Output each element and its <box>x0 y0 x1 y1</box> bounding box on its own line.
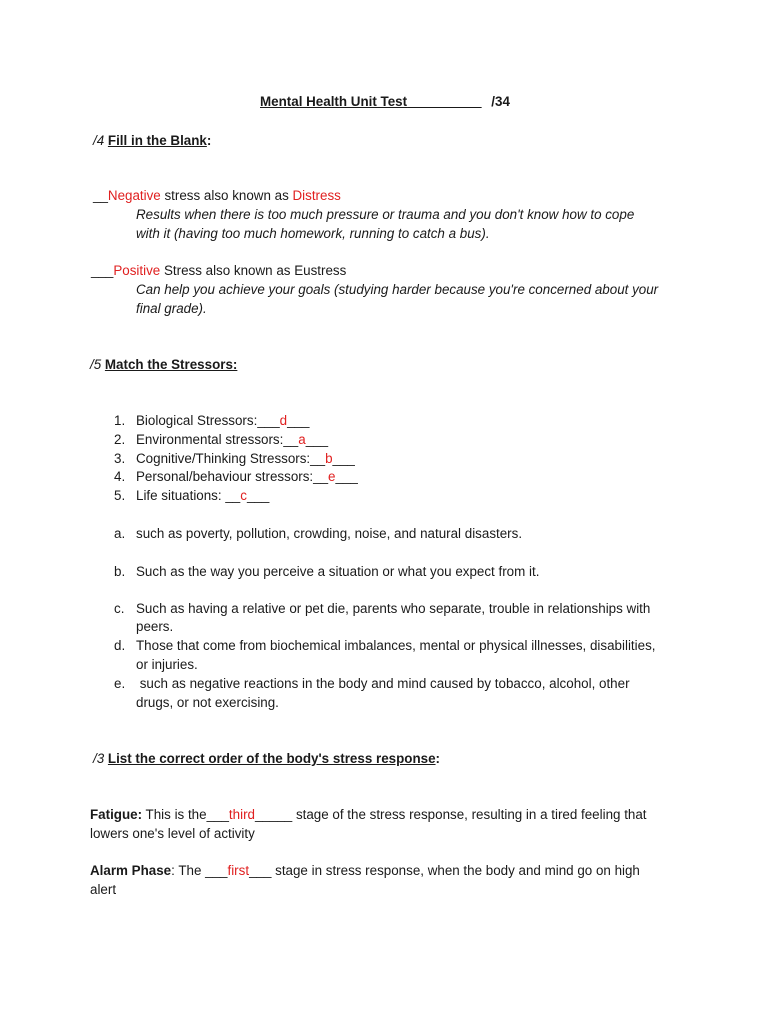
positive-desc-line2: final grade). <box>136 301 207 316</box>
numbered-item-2 <box>114 430 328 449</box>
item-blank: ___ <box>287 413 310 428</box>
blank-item-positive <box>91 261 346 280</box>
item-letter: a. <box>114 526 126 541</box>
positive-desc-line1: Can help you achieve your goals (studying harder because you're concerned about your <box>136 282 659 297</box>
numbered-item-5 <box>114 486 269 505</box>
section-title: Match the Stressors: <box>104 357 238 372</box>
blank-underscore: ___ <box>91 263 114 278</box>
item-letter: e. <box>114 676 126 691</box>
item-answer: c <box>240 488 247 503</box>
stage-item-fatigue-line2: lowers one's level of activity <box>90 826 255 841</box>
lettered-item-d <box>114 636 655 655</box>
item-blank: __ <box>313 469 329 484</box>
lettered-item-a <box>114 524 522 543</box>
item-text: Cognitive/Thinking Stressors: <box>136 451 311 466</box>
section-fill-blank-heading <box>93 131 211 150</box>
stage-item-alarm-line2: alert <box>90 882 117 897</box>
lettered-item-b <box>114 562 539 581</box>
item-text: Life situations: <box>136 488 226 503</box>
section-points: /5 <box>90 357 102 372</box>
numbered-item-1 <box>114 411 309 430</box>
item-text: Personal/behaviour stressors: <box>136 469 314 484</box>
stage-label: Fatigue: <box>90 807 143 822</box>
item-blank: ___ <box>246 488 270 503</box>
lettered-item-e-line2: drugs, or not exercising. <box>136 695 279 710</box>
item-blank: __ <box>310 451 326 466</box>
stage-text: _____ stage of the stress response, resulting in a tired feeling that <box>254 807 647 822</box>
page-title <box>260 92 510 111</box>
total-score: /34 <box>491 94 510 109</box>
blank-text: Stress also known as Eustress <box>160 263 347 278</box>
stage-label: Alarm Phase <box>90 863 172 878</box>
blank-item-negative <box>93 186 341 205</box>
section-points: /4 <box>93 133 105 148</box>
lettered-item-e <box>114 674 630 693</box>
stage-item-alarm <box>90 861 640 880</box>
answer-negative: Negative <box>107 188 161 203</box>
item-blank: ___ <box>305 432 329 447</box>
heading-colon: : <box>206 133 212 148</box>
stage-text: This is the___ <box>142 807 229 822</box>
stage-answer: third <box>228 807 255 822</box>
item-text: Those that come from biochemical imbalances, mental or physical illnesses, disabilities, <box>136 638 656 653</box>
lettered-item-c-line2: peers. <box>136 619 174 634</box>
item-number: 5. <box>114 488 126 503</box>
item-answer: e <box>328 469 336 484</box>
stage-text: : The ___ <box>171 863 228 878</box>
item-number: 4. <box>114 469 126 484</box>
name-blank: __________ <box>407 94 482 109</box>
section-match-heading <box>90 355 237 374</box>
item-text: Such as having a relative or pet die, parents who separate, trouble in relationships with <box>136 601 651 616</box>
numbered-item-3 <box>114 449 355 468</box>
blank-text: stress also known as <box>160 188 293 203</box>
item-text: Environmental stressors: <box>136 432 284 447</box>
section-points: /3 <box>93 751 105 766</box>
answer-distress: Distress <box>292 188 341 203</box>
blank-underscore: __ <box>93 188 108 203</box>
section-title: List the correct order of the body's stress response <box>107 751 436 766</box>
item-answer: d <box>279 413 288 428</box>
item-blank: ___ <box>335 469 358 484</box>
section-title: Fill in the Blank <box>107 133 207 148</box>
item-number: 3. <box>114 451 126 466</box>
item-number: 1. <box>114 413 126 428</box>
lettered-item-d-line2: or injuries. <box>136 657 198 672</box>
stage-text: ___ stage in stress response, when the body and mind go on high <box>249 863 640 878</box>
item-letter: c. <box>114 601 125 616</box>
numbered-item-4 <box>114 467 358 486</box>
stage-item-fatigue <box>90 805 647 824</box>
answer-positive: Positive <box>113 263 161 278</box>
item-letter: b. <box>114 564 126 579</box>
negative-desc-line2: with it (having too much homework, running to catch a bus). <box>136 226 490 241</box>
item-blank: __ <box>225 488 241 503</box>
item-answer: b <box>325 451 333 466</box>
lettered-item-c <box>114 599 650 618</box>
item-text: Biological Stressors: <box>136 413 258 428</box>
item-text: such as poverty, pollution, crowding, noise, and natural disasters. <box>136 526 523 541</box>
item-letter: d. <box>114 638 126 653</box>
item-number: 2. <box>114 432 126 447</box>
negative-desc-line1: Results when there is too much pressure or trauma and you don't know how to cope <box>136 207 635 222</box>
item-text: such as negative reactions in the body and mind caused by tobacco, alcohol, other <box>136 676 630 691</box>
item-blank: __ <box>283 432 299 447</box>
title-text: Mental Health Unit Test <box>260 94 408 109</box>
item-text: Such as the way you perceive a situation or what you expect from it. <box>136 564 540 579</box>
item-blank: ___ <box>257 413 280 428</box>
item-blank: ___ <box>332 451 355 466</box>
heading-colon: : <box>435 751 441 766</box>
stage-answer: first <box>227 863 250 878</box>
section-stress-response-heading <box>93 749 440 768</box>
item-answer: a <box>298 432 306 447</box>
